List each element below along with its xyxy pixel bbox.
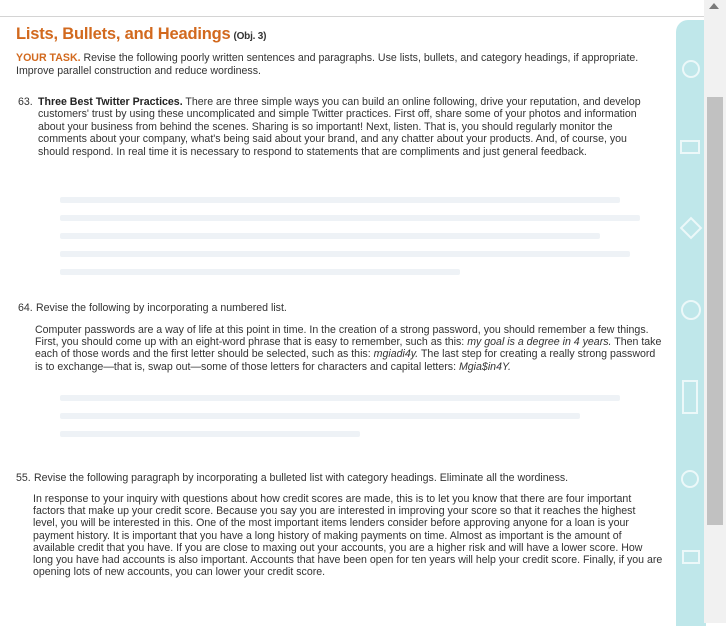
task-label: YOUR TASK. (16, 52, 81, 64)
question-number: 63. (18, 96, 33, 108)
title-objective: (Obj. 3) (233, 31, 267, 42)
example-password: Mgia$in4Y. (458, 360, 511, 373)
question-number: 55. (16, 472, 31, 484)
page-title (16, 25, 266, 44)
paragraph-text: Then take each of those words and the first letter should be selected, such as this: (35, 336, 662, 361)
decorative-side-tab (676, 20, 706, 626)
faint-line (60, 431, 360, 437)
faint-line (60, 197, 620, 203)
faint-line (60, 233, 600, 239)
scrollbar-thumb[interactable] (707, 97, 723, 525)
task-instructions (16, 52, 666, 78)
faint-line (60, 413, 580, 419)
paragraph-text: The last step for creating a really strong password is to exchange—that is, swap out—some of those letters for characters and capital letters: (35, 348, 656, 373)
document-page (0, 17, 704, 623)
question-64-paragraph (35, 324, 663, 373)
question-65 (16, 472, 666, 484)
faint-line (60, 251, 630, 257)
question-64 (18, 302, 658, 314)
question-65-paragraph: In response to your inquiry with questions about how credit scores are made, this is to let you know that there are four important factors that make up your credit score. Because you say you are interested in improving your score so that it reaches the highest level, you will be interested in this. One of the most important items lenders consider before approving anyone for a loan is your payment history. It is important that you have a long history of making payments on time. Almost as important is the amount of available credit that you have. If you are close to maxing out your accounts, you are a higher risk and will have a lower score. How long you have had accounts is also important. Accounts that have been open for ten years will help your credit score. Finally, if you are opening lots of new accounts, you can lower your credit score. (33, 493, 663, 579)
vertical-scrollbar[interactable] (704, 0, 726, 623)
question-prompt: Revise the following by incorporating a numbered list. (36, 302, 287, 314)
example-letters: mgiadi4y. (373, 348, 419, 361)
faint-line (60, 269, 460, 275)
question-text: There are three simple ways you can build an online following, drive your reputation, and develop customers' trust by using these uncomplicated and simple Twitter practices. First off, share some of your photos and information about your business from behind the scenes. Sharing is so important! Next, listen. That is, you should regularly monitor the comments about your company, what's being said about your brand, and any chatter about your products. And, of course, you should respond. In real time it is necessary to respond to statements that are compliments and just general feedback. (38, 96, 641, 158)
example-phrase: my goal is a degree in 4 years. (467, 336, 612, 349)
question-body (38, 96, 658, 158)
title-text: Lists, Bullets, and Headings (16, 25, 231, 43)
paragraph-text: Computer passwords are a way of life at this point in time. In the creation of a strong password, you should remember a few things. First, you should come up with an eight-word phrase that is easy to remember, such as this: (35, 324, 649, 349)
question-heading: Three Best Twitter Practices. (38, 96, 183, 108)
scroll-up-arrow-icon[interactable] (709, 3, 719, 9)
task-text: Revise the following poorly written sentences and paragraphs. Use lists, bullets, and category headings, if appropriate. Improve parallel construction and reduce wordiness. (16, 52, 639, 77)
faint-line (60, 215, 640, 221)
faint-line (60, 395, 620, 401)
question-number: 64. (18, 302, 33, 314)
question-prompt: Revise the following paragraph by incorporating a bulleted list with category headings. Eliminate all the wordiness. (34, 472, 569, 484)
question-63 (18, 96, 658, 158)
